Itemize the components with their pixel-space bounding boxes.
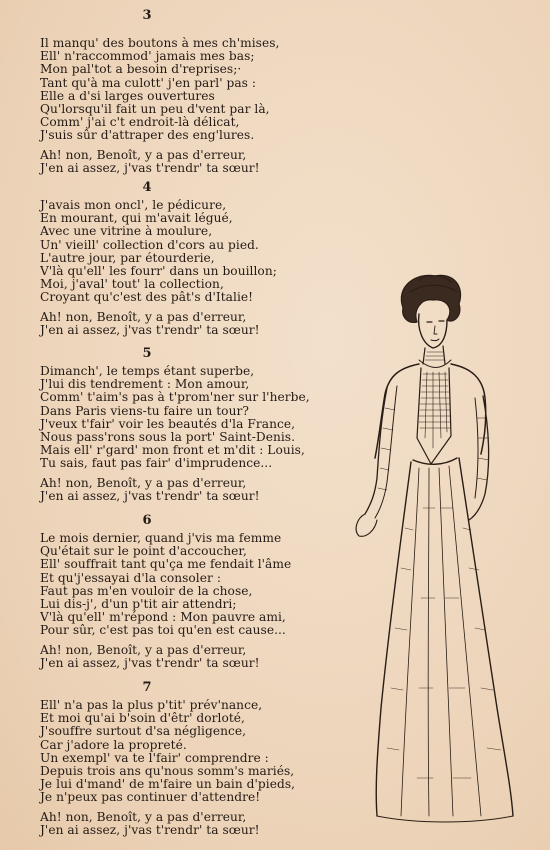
verse-line: Un' vieill' collection d'cors au pied. [40,237,259,252]
verse-line: Tant qu'à ma culott' j'en parl' pas : [40,75,257,90]
stanza-3 [40,8,340,175]
verse-line: Mon pal'tot a besoin d'reprises;· [40,62,242,77]
verse-line: Dimanch', le temps étant superbe, [40,364,255,378]
refrain-line: J'en ai assez, j'vas t'rendr' ta sœur! [40,655,260,670]
refrain-line: J'en ai assez, j'vas t'rendr' ta sœur! [40,822,260,837]
stanza-6 [40,513,340,670]
verse-line: Tu sais, faut pas fair' d'imprudence... [40,456,273,471]
verse-line: J'suis sûr d'attraper des eng'lures. [40,128,255,143]
verse-line: Depuis trois ans qu'nous somm's mariés, [40,764,295,779]
verse-line: Un exempl' va te l'fair' comprendre : [40,750,269,765]
refrain-line: Ah! non, Benoît, y a pas d'erreur, [40,642,247,657]
verse-line: J'veux t'fair' voir les beautés d'la France, [40,416,296,431]
verse-line: Le mois dernier, quand j'vis ma femme [40,531,282,545]
verse-line: Lui dis-j', d'un p'tit air attendri; [40,597,237,612]
verse-line: Nous pass'rons sous la port' Saint-Denis. [40,430,296,445]
verse-line: J'avais mon oncl', le pédicure, [40,198,227,212]
verse-line: En mourant, qui m'avait légué, [40,211,233,226]
verse-line: Dans Paris viens-tu faire un tour? [40,403,249,418]
refrain-line: Ah! non, Benoît, y a pas d'erreur, [40,309,247,324]
verse-line: Moi, j'aval' tout' la collection, [40,277,224,292]
verse-line: Qu'lorsqu'il fait un peu d'vent par là, [40,102,270,117]
verse-line: Ell' n'raccommod' jamais mes bas; [40,49,255,64]
verse-line: Je lui d'mand' de m'faire un bain d'pieds, [40,777,296,792]
refrain-line: Ah! non, Benoît, y a pas d'erreur, [40,809,247,824]
stanza-number: 6 [142,513,152,528]
verse-line: Pour sûr, c'est pas toi qu'en est cause... [40,623,286,638]
verse-line: Je n'peux pas continuer d'attendre! [40,790,261,805]
verse-line: L'autre jour, par étourderie, [40,250,215,265]
verse-line: Avec une vitrine à moulure, [40,224,213,239]
verse-line: Car j'adore la propreté. [40,737,187,752]
stanza-7 [40,680,340,837]
stanza-number: 7 [142,680,152,695]
verse-line: Mais ell' r'gard' mon front et m'dit : Louis, [40,443,305,458]
verse-line: Elle a d'si larges ouvertures [40,88,215,103]
stanza-number: 3 [142,8,152,23]
verse-line: Qu'était sur le point d'accoucher, [40,544,247,559]
verse-line: Il manqu' des boutons à mes ch'mises, [40,36,280,50]
stanza-5 [40,346,340,503]
verse-line: Faut pas m'en vouloir de la chose, [40,583,253,598]
refrain-line: Ah! non, Benoît, y a pas d'erreur, [40,147,247,162]
woman-figure-icon [335,268,535,828]
verse-line: Croyant qu'c'est des pât's d'Italie! [40,290,254,305]
verse-line: Et moi qu'ai b'soin d'êtr' dorloté, [40,711,245,726]
woman-engraving-figure [335,268,535,828]
verse-line: V'là qu'ell' les fourr' dans un bouillon; [40,264,277,279]
verse-line: Et qu'j'essayai d'la consoler : [40,570,221,585]
stanza-number: 5 [142,346,152,361]
refrain-line: J'en ai assez, j'vas t'rendr' ta sœur! [40,160,260,175]
verse-line: J'souffre surtout d'sa négligence, [40,724,247,739]
verse-line: Comm' j'ai c't endroit-là délicat, [40,115,240,130]
verse-line: J'lui dis tendrement : Mon amour, [40,377,250,392]
verse-line: Ell' souffrait tant qu'ça me fendait l'âme [40,557,292,572]
verse-line: Comm' t'aim's pas à t'prom'ner sur l'herbe, [40,390,310,405]
refrain-line: Ah! non, Benoît, y a pas d'erreur, [40,475,247,490]
stanza-4 [40,180,340,337]
verse-line: V'là qu'ell' m'répond : Mon pauvre ami, [40,610,286,625]
stanza-number: 4 [142,180,152,195]
refrain-line: J'en ai assez, j'vas t'rendr' ta sœur! [40,488,260,503]
refrain-line: J'en ai assez, j'vas t'rendr' ta sœur! [40,322,260,337]
verse-line: Ell' n'a pas la plus p'tit' prév'nance, [40,698,263,712]
